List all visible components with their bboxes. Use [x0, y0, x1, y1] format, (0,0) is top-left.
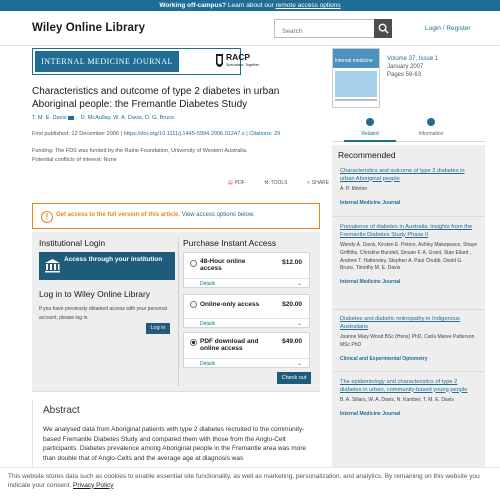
privacy-policy-link[interactable]: Privacy Policy [73, 481, 114, 489]
site-header [0, 11, 500, 46]
wol-login-text: If you have previously obtained access with your personal account, please log in. [39, 306, 167, 321]
volume-link[interactable]: Volume 37, Issue 1 [387, 56, 439, 62]
recommended-article-link[interactable]: Prevalence of diabetes in Australia: insights from the Fremantle Diabetes Study Phase II [340, 224, 473, 238]
search-icon [378, 23, 389, 34]
publication-info: First published: 12 December 2006 | https://doi.org/10.1111/j.1445-5994.2006.01247.x | Citations: 29 [32, 131, 281, 137]
search-input[interactable] [275, 23, 375, 40]
tools-button[interactable]: ⚒ TOOLS [264, 180, 288, 186]
institutional-login-title: Institutional Login [39, 238, 106, 248]
recommended-journal[interactable]: Clinical and Experimental Optometry [340, 355, 428, 362]
info-icon [427, 118, 435, 126]
issue-info [387, 55, 438, 79]
search-button[interactable] [374, 19, 392, 38]
checkout-button[interactable]: Check out [277, 372, 311, 384]
published-date: 12 December 2006 [71, 131, 120, 137]
sidebar-tabs [332, 114, 485, 142]
option-price: $12.00 [282, 259, 302, 266]
recommended-journal[interactable]: Internal Medicine Journal [340, 279, 401, 286]
funding-info [32, 147, 322, 165]
list-item [340, 316, 478, 362]
tab-related[interactable]: Related [340, 116, 400, 137]
journal-name: INTERNAL MEDICINE JOURNAL [35, 51, 179, 72]
option-radio[interactable] [190, 260, 197, 267]
conflicts-text: Potential conflicts of interest: None [32, 157, 117, 163]
wrench-icon: ⚒ [264, 180, 269, 186]
author-link[interactable]: W. A. Davis, [113, 115, 144, 121]
option-name: 48-Hour online access [200, 258, 246, 272]
purchase-option[interactable] [183, 294, 310, 328]
access-message: Get access to the full version of this article. [56, 212, 181, 218]
tab-information[interactable]: Information [401, 116, 461, 137]
abstract-text: We analysed data from Aboriginal patients with type 2 diabetes recruited to the community-based Fremantle Diabetes Study and compared them with those from the Anglo-Celt participants. Diabetes prevalence among Aboriginal people in the Fremantle area was more than double that of Anglo-Celts and the average age at diagnosis was [43, 426, 307, 462]
journal-cover[interactable] [332, 48, 380, 108]
option-radio[interactable] [190, 301, 197, 308]
issue-pages: Pages 59-63 [387, 72, 422, 78]
access-options-panel [32, 232, 320, 392]
wol-login-title: Log in to Wiley Online Library [39, 289, 151, 299]
recommended-journal[interactable]: Internal Medicine Journal [340, 410, 401, 417]
cookie-banner [0, 467, 500, 500]
search-field[interactable] [274, 19, 376, 38]
related-icon [366, 118, 374, 126]
citations-link[interactable]: Citations: 29 [249, 131, 281, 137]
option-details[interactable]: Details ⌄ [184, 318, 309, 328]
remote-access-link[interactable]: remote access options [275, 2, 341, 9]
recommended-article-link[interactable]: The epidemiology and characteristics of type 2 diabetes in urban, community-based young people [340, 379, 468, 393]
option-name: Online-only access [200, 301, 260, 308]
institution-icon [44, 258, 61, 273]
issue-date: January 2007 [387, 64, 424, 70]
access-notice [32, 203, 320, 229]
recommended-panel [332, 145, 485, 500]
chevron-down-icon: ⌄ [296, 361, 302, 367]
cover-title: internal medicine [335, 58, 373, 64]
author-link[interactable]: D. McAullay, [80, 115, 112, 121]
recommended-authors: Wendy A. Davis, Kirsten E. Peters, Ashley Makepeace, Shaye Griffiths, Christine Bundell, Sinuan F. A. Grant, Stan Ellard , Andrew T. Hattersley, Stephen A. Paul Chubb, David G. Bruce, Timothy M. E. Davis [340, 242, 478, 272]
journal-banner[interactable] [32, 48, 260, 75]
funding-text: Funding: The FDS was funded by the Raine Foundation, University of Western Australia. [32, 148, 248, 154]
author-list: T. M. E. Davis , D. McAullay, W. A. Davis, D. G. Bruce [32, 115, 175, 121]
author-link[interactable]: T. M. E. Davis [32, 115, 67, 121]
recommended-authors: A. P. Morton [340, 186, 368, 192]
option-price: $49.00 [282, 338, 302, 345]
list-item [340, 379, 478, 417]
mail-icon[interactable] [68, 116, 74, 120]
option-name: PDF download and online access [200, 338, 259, 352]
login-register-link[interactable]: Login / Register [425, 25, 471, 32]
racp-logo: RACP [226, 52, 251, 62]
pdf-icon: ▤ [228, 180, 233, 186]
option-price: $20.00 [282, 301, 302, 308]
racp-tagline: Specialists. Together [226, 63, 260, 67]
remote-access-bar: Working off-campus? Learn about our remote access options [0, 0, 500, 11]
abstract-heading: Abstract [43, 405, 80, 416]
login-button[interactable]: Log in [146, 323, 170, 334]
author-link[interactable]: D. G. Bruce [144, 115, 175, 121]
offcampus-label: Working off-campus? [159, 2, 227, 9]
recommended-authors: Joanne Mary Wood BSc (Hons) PhD, Carla Maree Patterson MSc PhD [340, 334, 475, 348]
recommended-authors: B. A. Sillars, W. A. Davis, N. Kamber, T. M. E. Davis [340, 397, 454, 403]
panel-divider [178, 238, 179, 386]
access-options-link[interactable]: View access options below. [181, 212, 255, 218]
recommended-article-link[interactable]: Diabetes and diabetic retinopathy in Indigenous Australians [340, 316, 460, 330]
recommended-article-link[interactable]: Characteristics and outcome of type 2 diabetes in urban Aboriginal people [340, 168, 465, 182]
option-details[interactable]: Details ⌄ [184, 358, 309, 368]
chevron-down-icon: ⌄ [296, 281, 302, 287]
institution-access-button[interactable]: Access through your institution [39, 252, 175, 280]
doi-link[interactable]: https://doi.org/10.1111/j.1445-5994.2006.01247.x [123, 131, 245, 137]
option-details[interactable]: Details ⌄ [184, 278, 309, 288]
recommended-title: Recommended [338, 150, 396, 160]
purchase-option[interactable] [183, 252, 310, 288]
purchase-title: Purchase Instant Access [183, 238, 277, 248]
list-item [340, 224, 478, 285]
info-icon: ! [41, 211, 53, 223]
article-tools [228, 180, 347, 186]
recommended-journal[interactable]: Internal Medicine Journal [340, 199, 401, 206]
active-tab-indicator [344, 140, 396, 142]
article-title: Characteristics and outcome of type 2 diabetes in urban Aboriginal people: the Fremantle Diabetes Study [32, 86, 280, 110]
right-sidebar [332, 48, 485, 500]
share-icon: < [306, 180, 310, 186]
pdf-button[interactable]: ▤ PDF [228, 180, 245, 186]
option-radio-selected[interactable] [190, 339, 197, 346]
wiley-logo[interactable]: Wiley Online Library [32, 22, 146, 34]
chevron-down-icon: ⌄ [296, 321, 302, 327]
share-button[interactable]: < SHARE [306, 180, 330, 186]
purchase-option-selected[interactable] [183, 332, 310, 368]
racp-seal-icon [215, 53, 224, 71]
cookie-text: This website stores data such as cookies to enable essential site functionality, as well as marketing, personalization, and analytics. By remaining on this website you indicate your consent. [8, 473, 480, 489]
list-item [340, 168, 478, 206]
